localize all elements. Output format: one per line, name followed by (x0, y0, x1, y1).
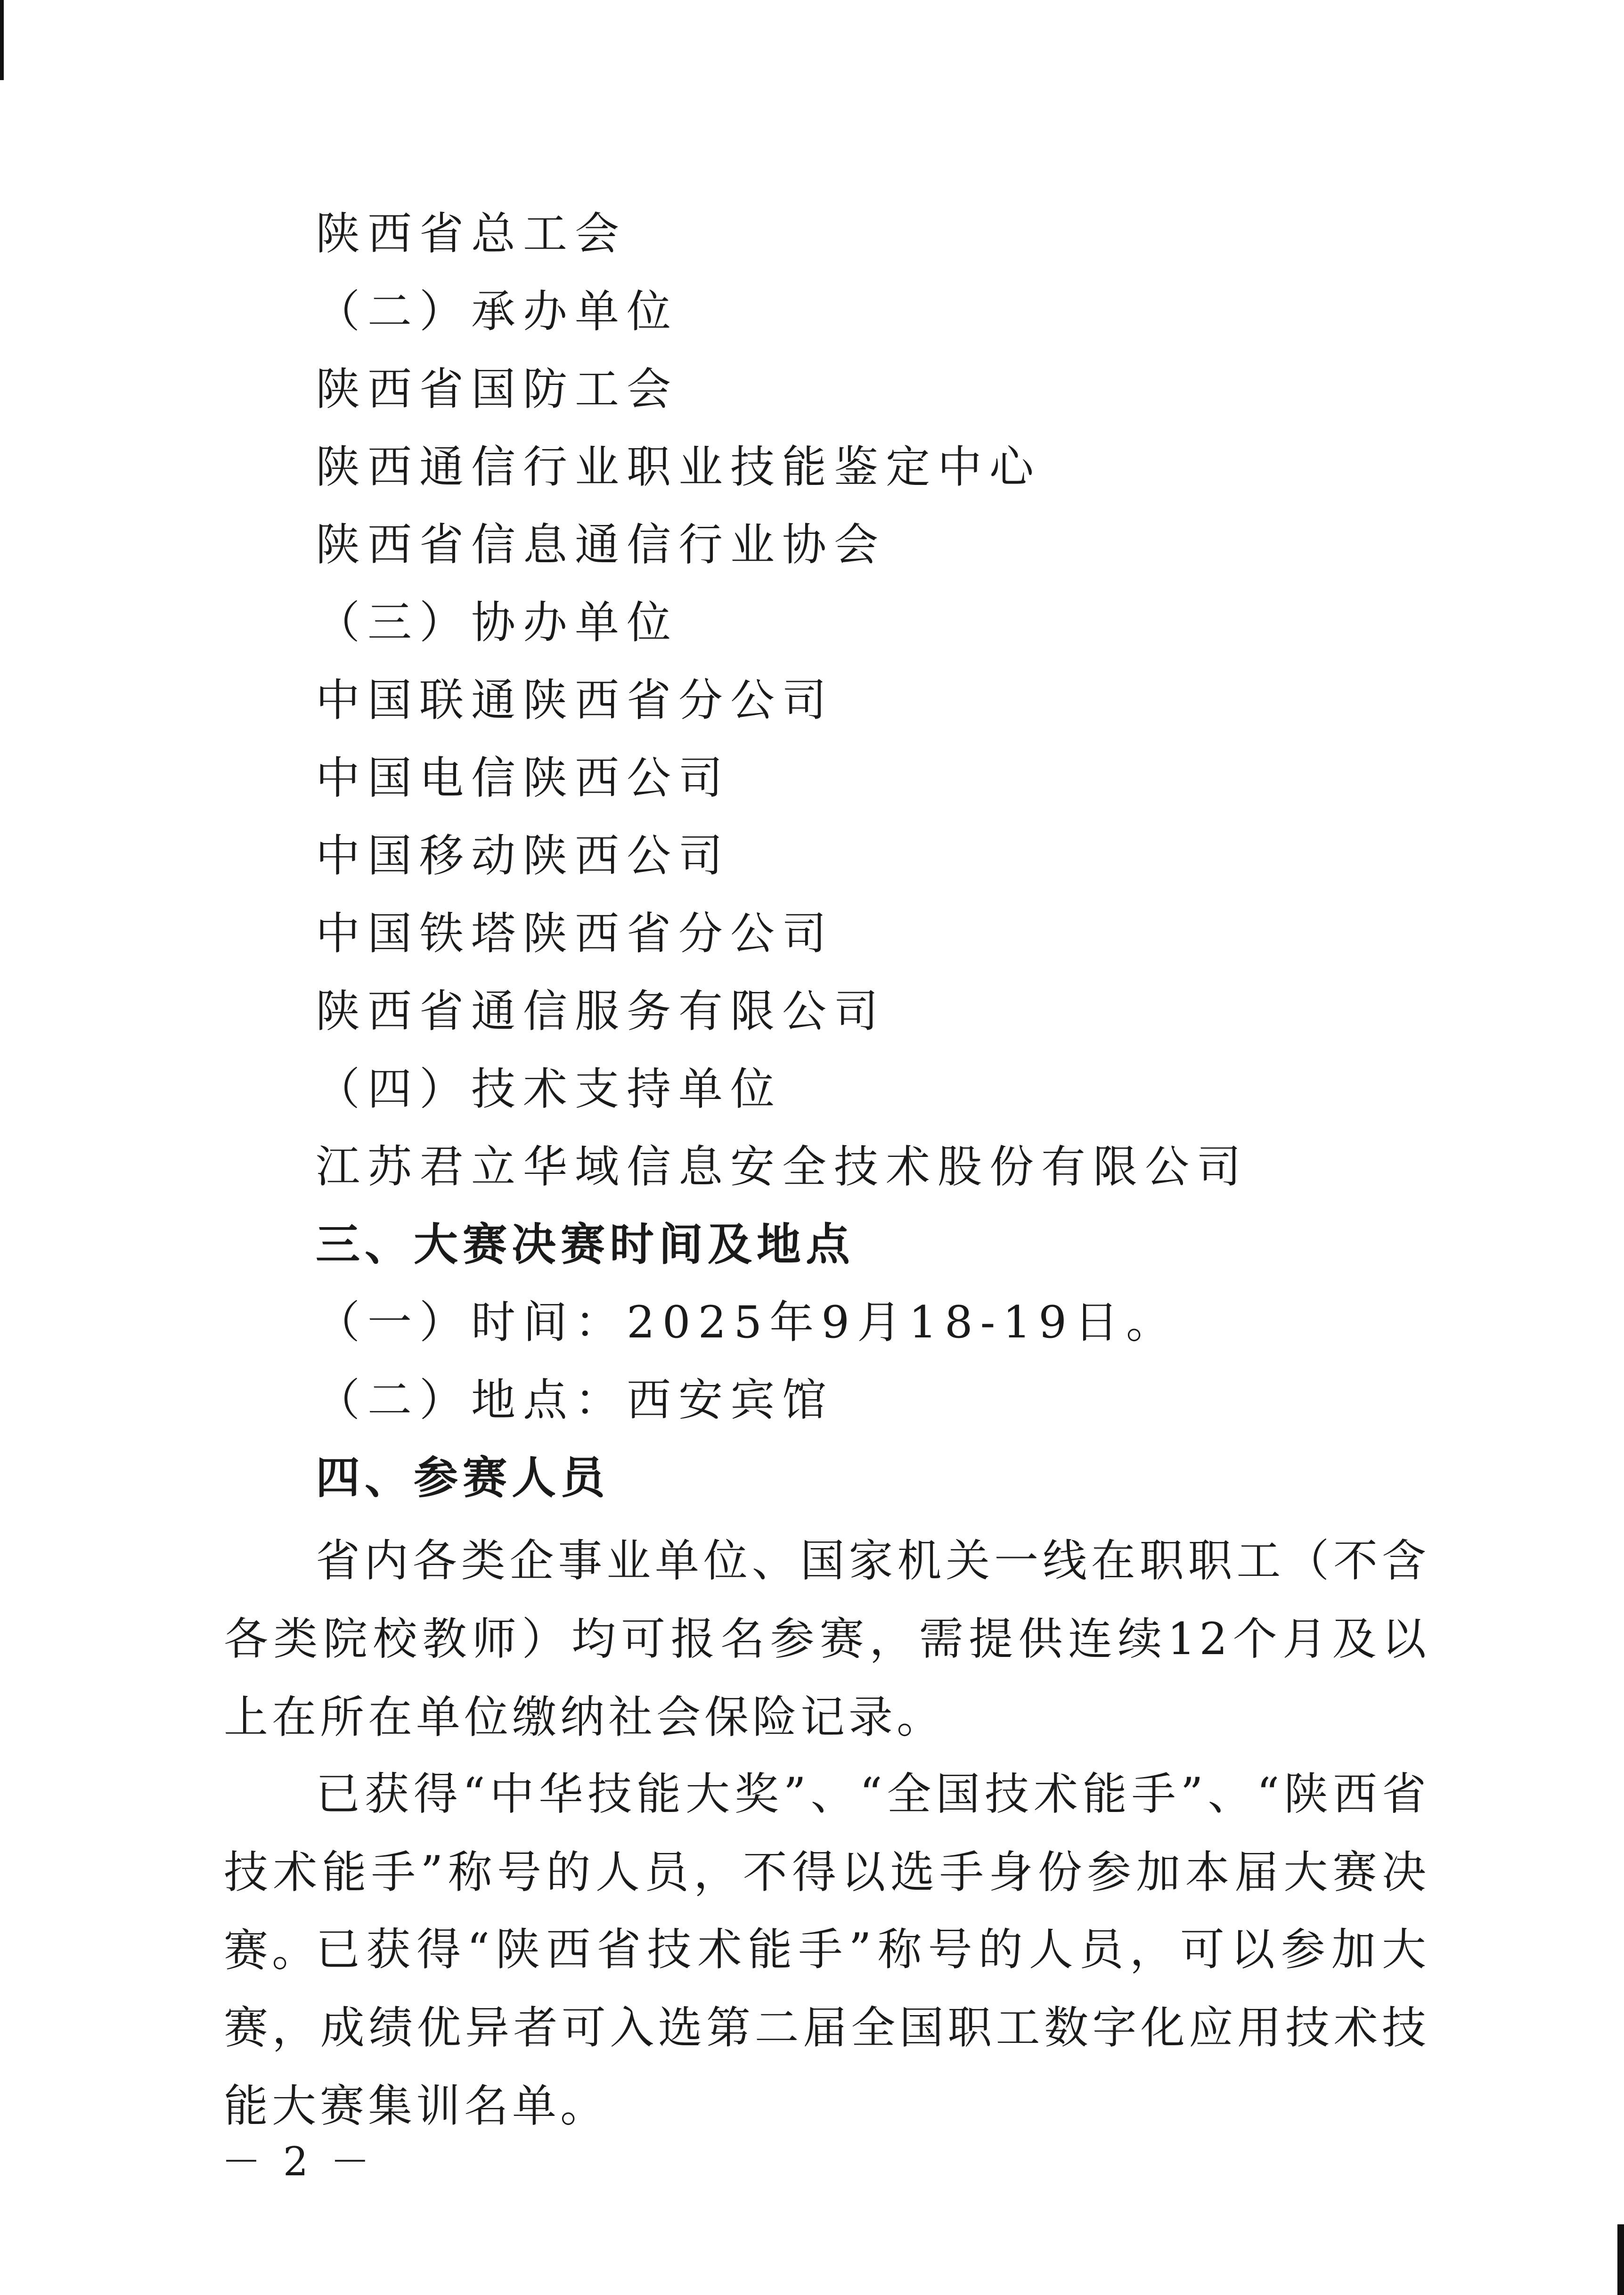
tech-support-unit: 江苏君立华域信息安全技术股份有限公司 (316, 1141, 1249, 1193)
section-assisting-units-heading: （三）协办单位 (316, 597, 679, 648)
section-three-heading: 三、大赛决赛时间及地点 (316, 1219, 855, 1270)
section-four-heading: 四、参赛人员 (316, 1452, 610, 1504)
assisting-unit-china-mobile: 中国移动陕西公司 (316, 830, 731, 882)
training-selection-paragraph: 已获得“陕西省技术能手”称号的人员，可以参加大赛，成绩优异者可入选第二届全国职工数字化应用技术技能大赛集训名单。 (224, 1924, 1430, 2132)
assisting-unit-china-unicom: 中国联通陕西省分公司 (316, 675, 834, 726)
assisting-unit-china-telecom: 中国电信陕西公司 (316, 753, 731, 804)
section-tech-support-heading: （四）技术支持单位 (316, 1064, 783, 1115)
scan-edge-mark-left (0, 0, 4, 80)
final-location: （二）地点：西安宾馆 (316, 1375, 834, 1426)
co-organizer-defense-union: 陕西省国防工会 (316, 364, 679, 415)
co-organizer-ict-association: 陕西省信息通信行业协会 (316, 519, 886, 571)
organizer-shaanxi-federation-of-trade-unions: 陕西省总工会 (316, 208, 627, 260)
assisting-unit-comm-services: 陕西省通信服务有限公司 (316, 986, 886, 1037)
section-co-organizers-heading: （二）承办单位 (316, 286, 679, 337)
final-time: （一）时间：2025年9月18-19日。 (316, 1297, 1178, 1348)
eligibility-paragraph: 省内各类企事业单位、国家机关一线在职职工（不含各类院校教师）均可报名参赛，需提供连续12个月及以上在所在单位缴纳社会保险记录。 (224, 1535, 1430, 1743)
exclusion-paragraph: 已获得“中华技能大奖”、“全国技术能手”、“陕西省技术能手”称号的人员，不得以选手身份参加本届大赛决赛。 (224, 1769, 1430, 1976)
co-organizer-skills-appraisal-center: 陕西通信行业职业技能鉴定中心 (316, 442, 1042, 493)
page-number: － 2 － (221, 2139, 375, 2185)
scan-edge-mark-right (1617, 2224, 1624, 2295)
assisting-unit-china-tower: 中国铁塔陕西省分公司 (316, 908, 834, 959)
